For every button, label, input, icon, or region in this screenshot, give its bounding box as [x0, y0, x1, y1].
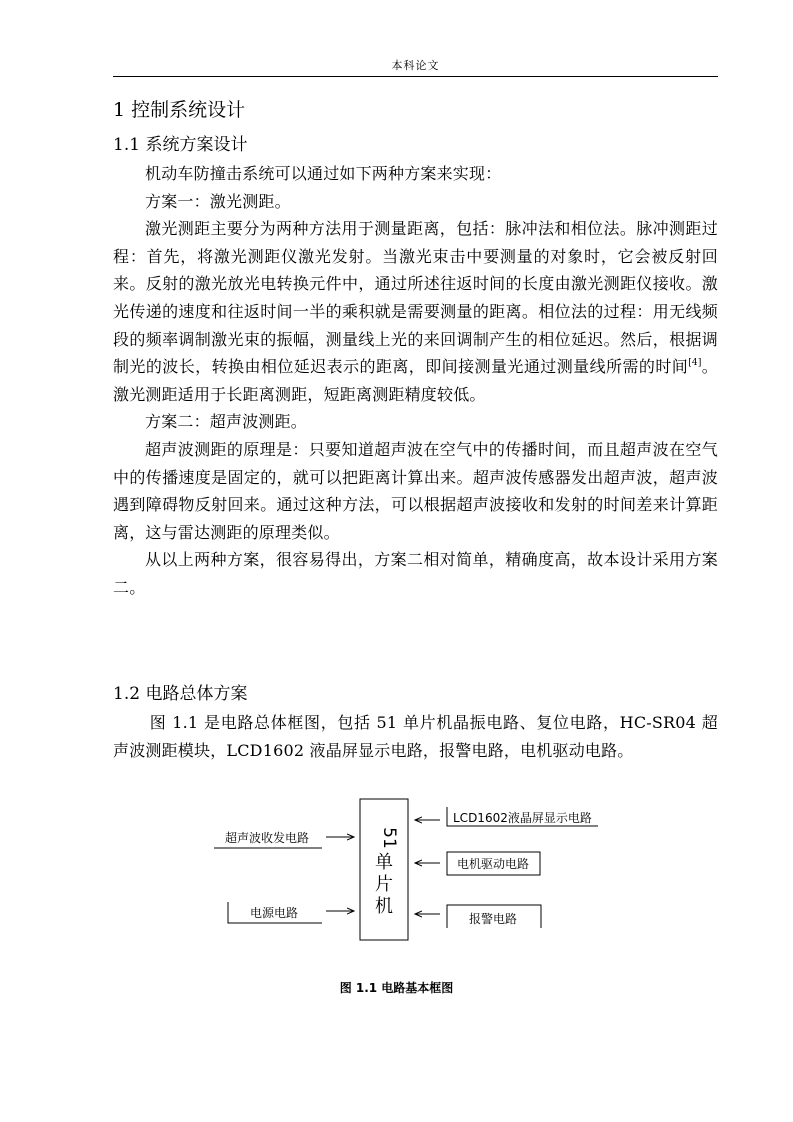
paragraph-intro: 机动车防撞击系统可以通过如下两种方案来实现：: [145, 164, 502, 183]
laser-text-end: 。激光测距适用于长距离测距，短距离测距精度较低。: [113, 357, 718, 404]
mcu-label-digits: 51: [379, 827, 399, 849]
header-rule: [113, 76, 718, 77]
block-diagram-svg: [0, 790, 793, 950]
paragraph-ultrasonic: 超声波测距的原理是：只要知道超声波在空气中的传播时间，而且超声波在空气中的传播速度是固定的，就可以把距离计算出来。超声波传感器发出超声波，超声波遇到障碍物反射回来。通过这种方法，可以根据超声波接收和发射的时间差来计算距离，这与雷达测距的原理类似。: [113, 439, 718, 542]
paragraph-circuit: 图 1.1 是电路总体框图，包括 51 单片机晶振电路、复位电路，HC-SR04 超声波测距模块，LCD1602 液晶屏显示电路，报警电路，电机驱动电路。: [113, 713, 718, 760]
section-1-1-heading: 1.1 系统方案设计: [113, 135, 248, 155]
section-1-2-heading: 1.2 电路总体方案: [113, 684, 248, 704]
output-motor-label: 电机驱动电路: [456, 857, 530, 871]
output-lcd-label: LCD1602液晶屏显示电路: [453, 811, 592, 825]
block-diagram: [0, 790, 793, 950]
input-ultrasonic-label: 超声波收发电路: [225, 831, 310, 845]
paragraph-option-1-title: 方案一：激光测距。: [145, 191, 291, 211]
input-power-label: 电源电路: [250, 906, 299, 920]
laser-text: 激光测距主要分为两种方法用于测量距离，包括：脉冲法和相位法。脉冲测距过程：首先，将激光测距仪激光发射。当激光束击中要测量的对象时，它会被反射回来。反射的激光放光电转换元件中，通过所述往返时间的长度由激光测距仪接收。激光传递的速度和往返时间一半的乘积就是需要测量的距离。相位法的过程：用无线频段的频率调制激光束的振幅，测量线上光的来回调制产生的相位延迟。然后，根据调制光的波长，转换由相位延迟表示的距离，即间接测量光通过测量线所需的时间: [113, 219, 718, 377]
section-1-heading: 1 控制系统设计: [113, 99, 246, 121]
section-1-1-body: [113, 160, 718, 602]
citation-4: [4]: [688, 358, 702, 369]
mcu-label-char-1: 单: [375, 852, 393, 873]
paragraph-conclusion: 从以上两种方案，很容易得出，方案二相对简单，精确度高，故本设计采用方案二。: [113, 550, 718, 597]
running-header: 本科论文: [391, 59, 440, 72]
paragraph-option-2-title: 方案二：超声波测距。: [145, 412, 308, 432]
figure-caption: 图 1.1 电路基本框图: [339, 981, 454, 995]
paragraph-laser: [113, 215, 718, 408]
mcu-label-char-3: 机: [375, 896, 393, 917]
section-1-2-body: [113, 709, 718, 764]
output-alarm-label: 报警电路: [468, 912, 518, 926]
mcu-label-char-2: 片: [375, 874, 393, 895]
